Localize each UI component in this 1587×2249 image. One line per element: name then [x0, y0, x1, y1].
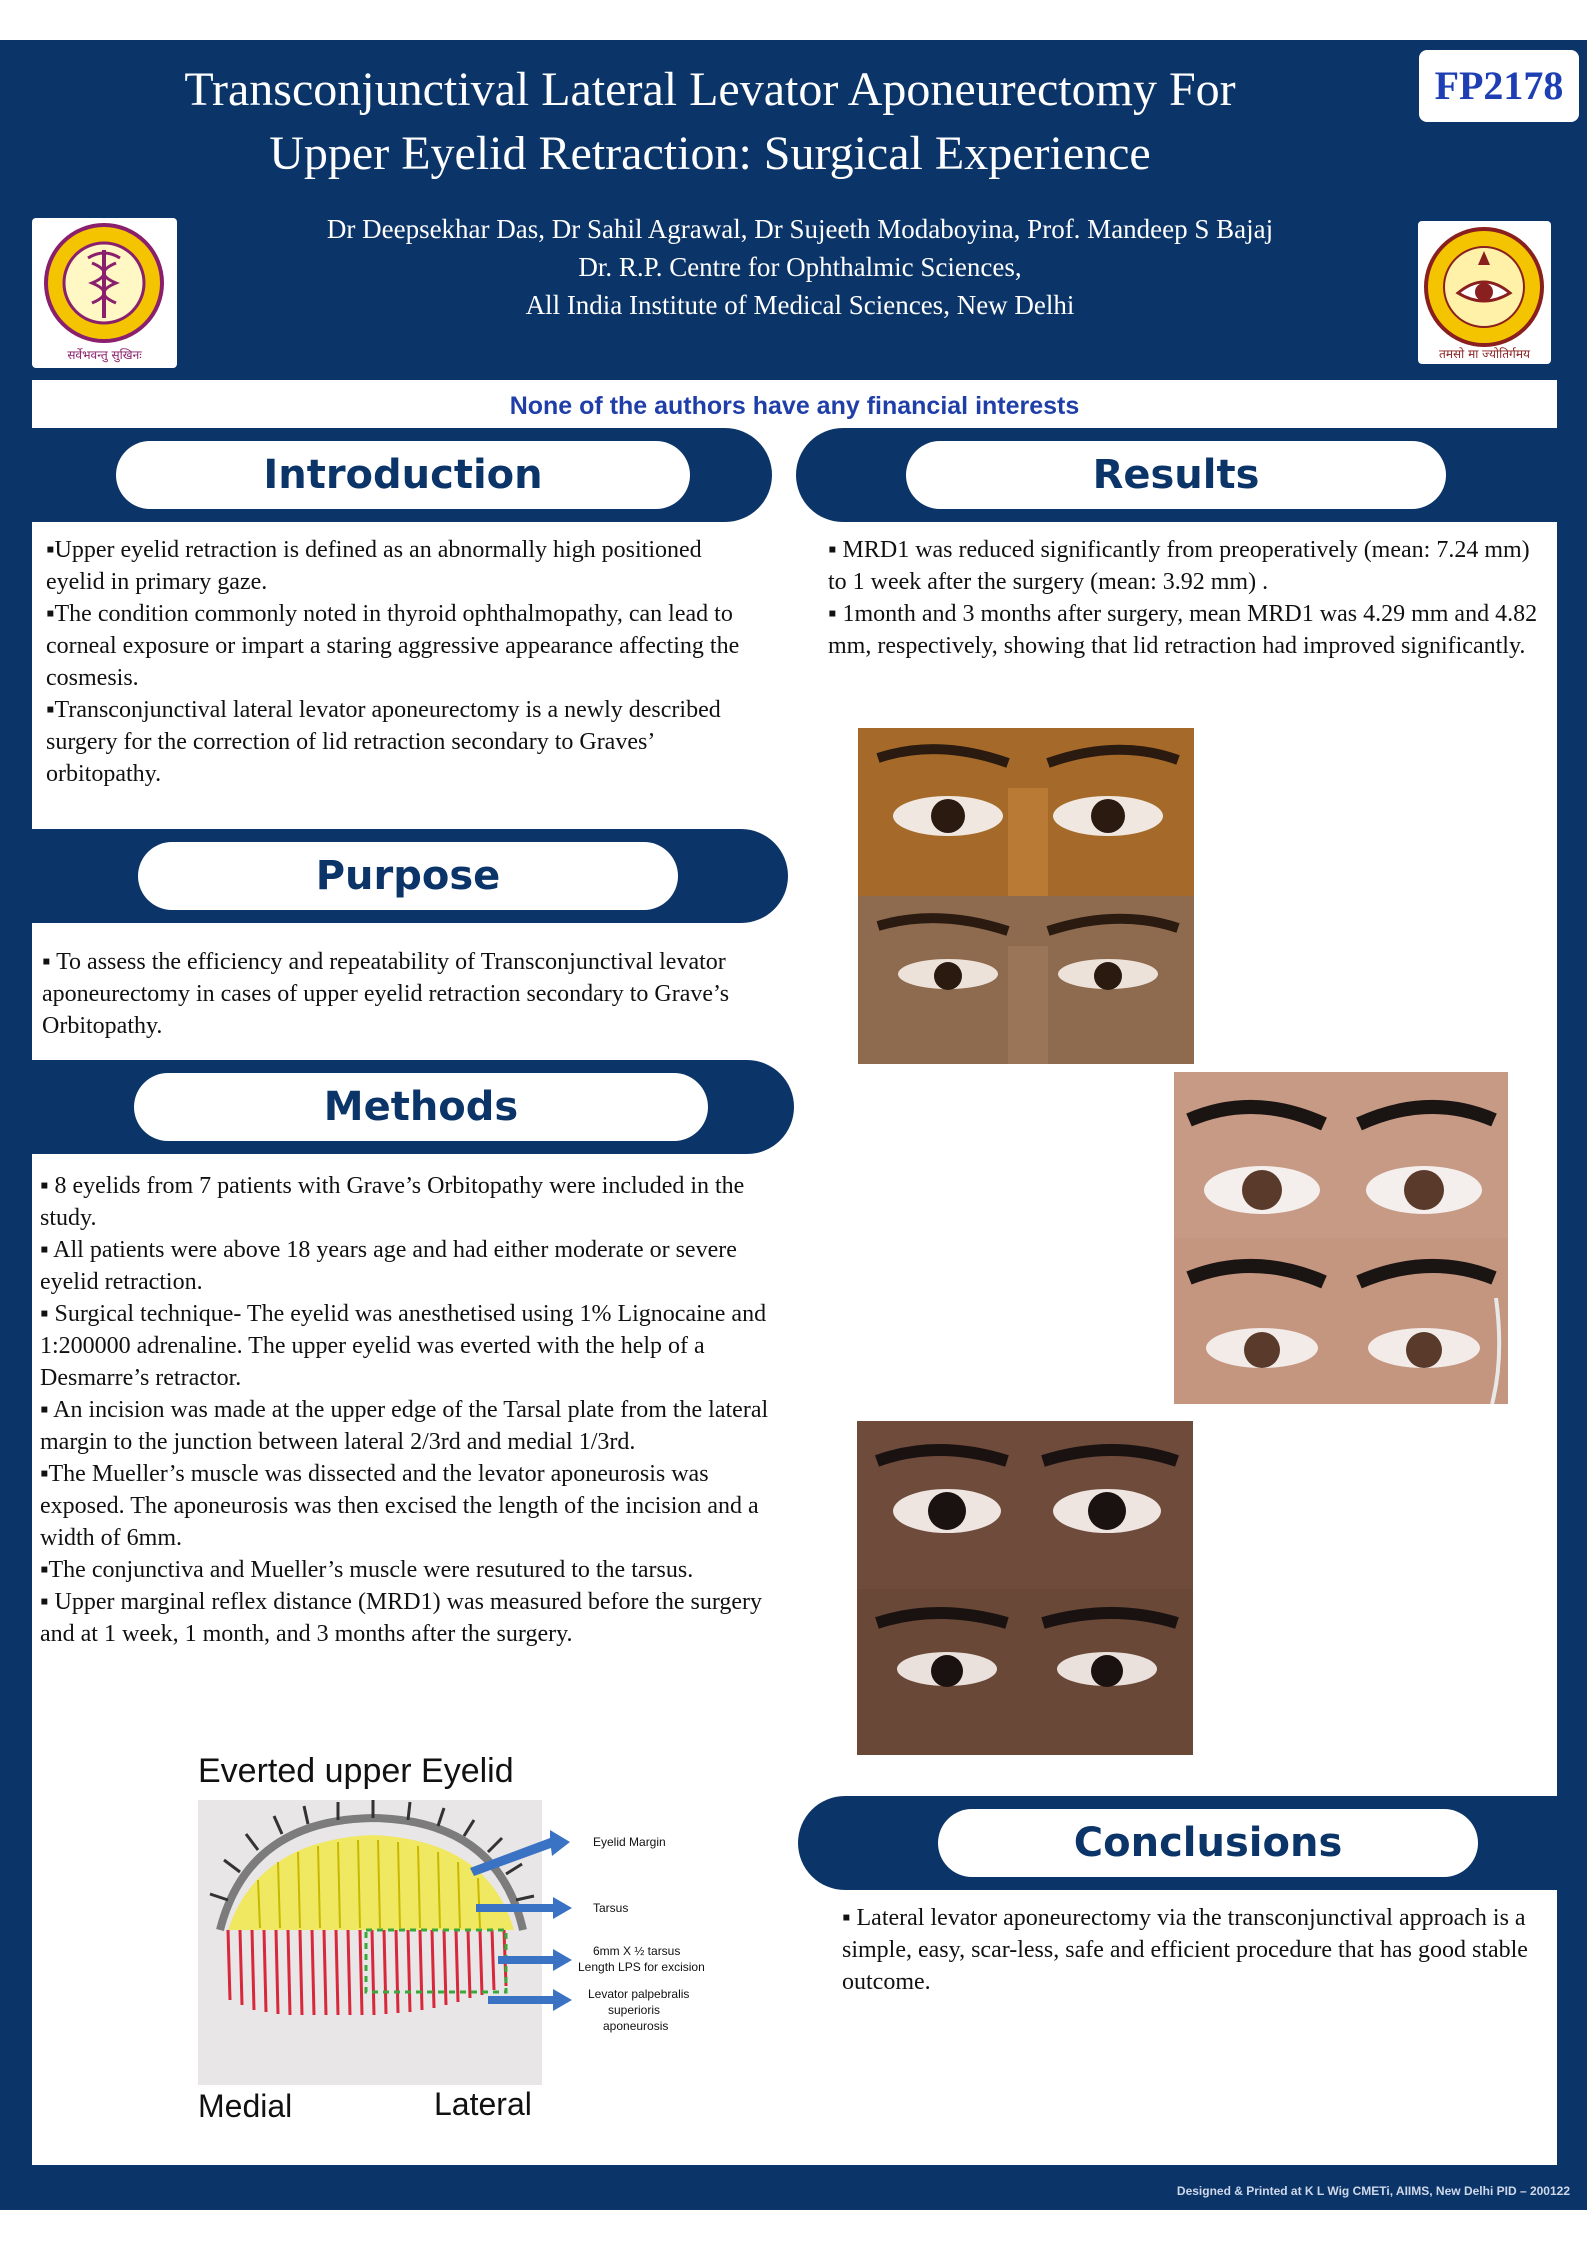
label-tarsus: Tarsus — [593, 1901, 629, 1915]
results-heading-bar — [796, 428, 1557, 522]
diagram-label-medial: Medial — [198, 2088, 293, 2124]
label-eyelid-margin: Eyelid Margin — [593, 1835, 666, 1849]
introduction-bullet: ▪The condition commonly noted in thyroid ophthalmopathy, can lead to corneal exposure or impart a staring aggressive appearance affecting the cosmesis. — [46, 601, 740, 691]
methods-bullet: ▪ All patients were above 18 years age and had either moderate or severe eyelid retraction. — [40, 1237, 737, 1295]
introduction-text — [46, 534, 746, 790]
print-credit-footer: Designed & Printed at K L Wig CMETi, AIIMS, New Delhi PID – 200122 — [1176, 2184, 1570, 2198]
aiims-logo-left — [32, 218, 177, 368]
patient-photo-1-postop — [858, 896, 1194, 1064]
rpc-logo-right — [1418, 221, 1551, 364]
results-text — [828, 534, 1538, 662]
patient-photo-2-postop — [1174, 1238, 1508, 1404]
introduction-bullet: ▪Transconjunctival lateral levator aponeurectomy is a newly described surgery for the correction of lid retraction secondary to Graves’ orbitopathy. — [46, 697, 721, 787]
results-bullet: ▪ 1month and 3 months after surgery, mean MRD1 was 4.29 mm and 4.82 mm, respectively, showing that lid retraction had improved significantly. — [828, 601, 1538, 659]
purpose-heading: Purpose — [138, 842, 678, 910]
purpose-heading-bar — [32, 829, 788, 923]
patient-photo-3-preop — [857, 1421, 1193, 1589]
conclusions-heading: Conclusions — [938, 1809, 1478, 1877]
conclusions-text — [842, 1902, 1542, 1998]
methods-bullet: ▪The conjunctiva and Mueller’s muscle were resutured to the tarsus. — [40, 1557, 694, 1583]
methods-bullet: ▪ An incision was made at the upper edge of the Tarsal plate from the lateral margin to the junction between lateral 2/3rd and medial 1/3rd. — [40, 1397, 769, 1455]
conclusions-paragraph: ▪ Lateral levator aponeurectomy via the transconjunctival approach is a simple, easy, scar-less, safe and efficient procedure that has good stable outcome. — [842, 1905, 1528, 1995]
label-lps-3: aponeurosis — [603, 2019, 669, 2033]
methods-heading-bar — [32, 1060, 794, 1154]
authors-block — [180, 210, 1420, 324]
methods-heading: Methods — [134, 1073, 708, 1141]
patient-photo-1-preop — [858, 728, 1194, 896]
title-line-1: Transconjunctival Lateral Levator Aponeurectomy For — [184, 63, 1236, 116]
results-heading: Results — [906, 441, 1446, 509]
title-line-2: Upper Eyelid Retraction: Surgical Experience — [269, 127, 1151, 180]
patient-photo-3-postop — [857, 1589, 1193, 1755]
poster-title — [80, 58, 1340, 186]
introduction-bullet: ▪Upper eyelid retraction is defined as an abnormally high positioned eyelid in primary gaze. — [46, 537, 702, 595]
label-excision-1: 6mm X ½ tarsus — [593, 1944, 681, 1958]
results-bullet: ▪ MRD1 was reduced significantly from preoperatively (mean: 7.24 mm) to 1 week after the surgery (mean: 3.92 mm) . — [828, 537, 1530, 595]
affiliation-line-2: All India Institute of Medical Sciences, New Delhi — [525, 290, 1075, 320]
methods-bullet: ▪ 8 eyelids from 7 patients with Grave’s Orbitopathy were included in the study. — [40, 1173, 745, 1231]
methods-bullet: ▪ Surgical technique- The eyelid was anesthetised using 1% Lignocaine and 1:200000 adrenaline. The upper eyelid was everted with the help of a Desmarre’s retractor. — [40, 1301, 767, 1391]
introduction-heading: Introduction — [116, 441, 690, 509]
rpc-emblem-icon — [1418, 221, 1551, 364]
affiliation-line-1: Dr. R.P. Centre for Ophthalmic Sciences, — [578, 252, 1022, 282]
everted-eyelid-diagram — [198, 1800, 758, 2090]
introduction-heading-bar — [32, 428, 772, 522]
label-lps-2: superioris — [608, 2003, 661, 2017]
author-list: Dr Deepsekhar Das, Dr Sahil Agrawal, Dr Sujeeth Modaboyina, Prof. Mandeep S Bajaj — [326, 214, 1274, 244]
purpose-paragraph: ▪ To assess the efficiency and repeatability of Transconjunctival levator aponeurectomy in cases of upper eyelid retraction secondary to Grave’s Orbitopathy. — [42, 949, 730, 1039]
patient-photo-2-preop — [1174, 1072, 1508, 1238]
methods-text — [40, 1170, 780, 1650]
financial-disclosure: None of the authors have any financial interests — [509, 392, 1080, 420]
label-excision-2: Length LPS for excision — [578, 1960, 705, 1974]
label-lps-1: Levator palpebralis — [588, 1987, 690, 2001]
conclusions-heading-bar — [798, 1796, 1557, 1890]
aiims-logo-motto: सर्वेभवन्तु सुखिनः — [67, 348, 142, 362]
diagram-title: Everted upper Eyelid — [198, 1752, 514, 1790]
poster-code-badge: FP2178 — [1419, 50, 1579, 122]
purpose-text — [42, 946, 812, 1042]
rpc-logo-motto: तमसो मा ज्योतिर्गमय — [1439, 347, 1530, 361]
methods-bullet: ▪ Upper marginal reflex distance (MRD1) was measured before the surgery and at 1 week, 1 month, and 3 months after the surgery. — [40, 1589, 763, 1647]
methods-bullet: ▪The Mueller’s muscle was dissected and the levator aponeurosis was exposed. The aponeurosis was then excised the length of the incision and a width of 6mm. — [40, 1461, 759, 1551]
diagram-label-lateral: Lateral — [434, 2086, 532, 2122]
